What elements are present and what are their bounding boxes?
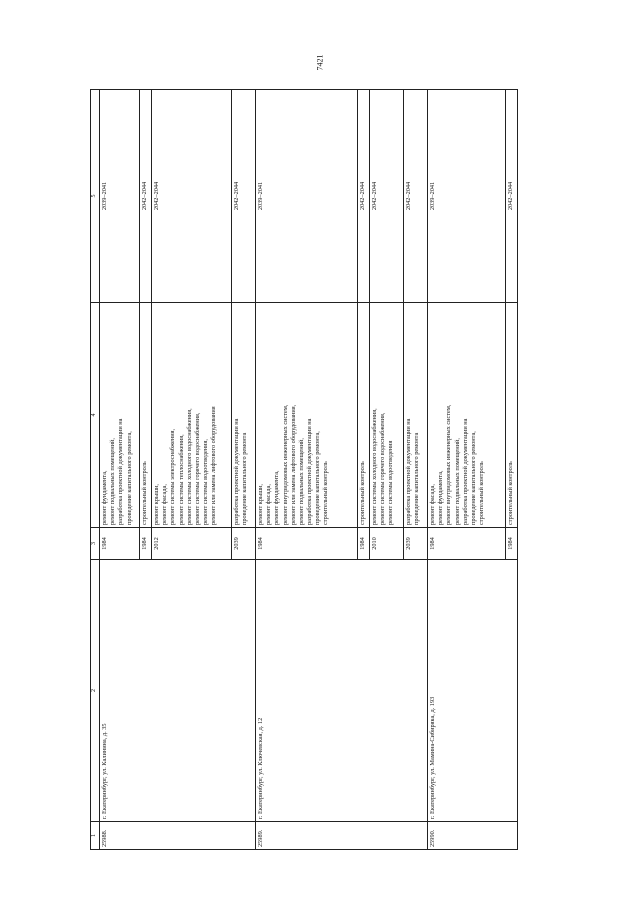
work-item: разработка проектной документации на <box>405 418 412 525</box>
header-col-5: 5 <box>91 90 100 303</box>
repair-period: 2042–2044 <box>140 90 152 303</box>
works-list <box>256 303 358 528</box>
works-list <box>100 303 140 528</box>
work-item: ремонт или замена лифтового оборудования, <box>289 404 297 525</box>
work-item: ремонт подвальных помещений, <box>109 438 117 525</box>
works-list <box>232 303 256 528</box>
table-header-row <box>91 90 100 850</box>
construction-year: 2010 <box>370 528 404 560</box>
repair-period: 2042–2044 <box>232 90 256 303</box>
work-item: строительный контроль <box>507 461 514 525</box>
work-item: ремонт фасада, <box>161 484 169 525</box>
page-number: 7421 <box>315 54 325 71</box>
works-list <box>428 303 506 528</box>
work-item: проведение капитального ремонта <box>413 432 421 525</box>
work-item: ремонт подвальных помещений, <box>453 438 461 525</box>
work-item: разработка проектной документации на <box>117 418 125 525</box>
work-item: ремонт системы теплоснабжения, <box>177 434 185 525</box>
record-address: г. Екатеринбург, ул. Мамина-Сибиряка, д. 193 <box>428 560 518 822</box>
construction-year: 1984 <box>256 528 358 560</box>
repair-period: 2042–2044 <box>370 90 404 303</box>
work-item: ремонт системы горячего водоснабжения, <box>379 412 387 525</box>
record-number: 25989. <box>256 822 428 850</box>
work-item: ремонт внутридомовых инженерных систем, <box>445 404 453 525</box>
work-item: ремонт фасада, <box>429 484 436 525</box>
repair-period: 2039–2041 <box>256 90 358 303</box>
work-item: строительный контроль <box>359 461 366 525</box>
work-item: ремонт внутридомовых инженерных систем, <box>281 404 289 525</box>
work-item: ремонт крыши, <box>153 483 160 525</box>
work-item: ремонт системы горячего водоснабжения, <box>193 412 201 525</box>
work-item: разработка проектной документации на <box>461 418 469 525</box>
work-item: ремонт системы холодного водоснабжения, <box>185 408 193 525</box>
work-item: проведение капитального ремонта, <box>469 431 477 525</box>
record-number: 25988. <box>100 822 256 850</box>
repair-period: 2042–2044 <box>506 90 518 303</box>
work-item: разработка проектной документации на <box>233 418 240 525</box>
rotated-table-container <box>90 90 576 850</box>
work-item: строительный контроль <box>141 461 148 525</box>
work-item: проведение капитального ремонта, <box>125 431 133 525</box>
repair-period: 2042–2044 <box>358 90 370 303</box>
work-item: ремонт подвальных помещений, <box>297 438 305 525</box>
repair-period: 2039–2041 <box>428 90 506 303</box>
work-item: ремонт системы водоотведения, <box>202 439 210 525</box>
work-item: строительный контроль <box>478 461 486 525</box>
construction-year: 1984 <box>506 528 518 560</box>
work-item: ремонт фундамента, <box>101 470 108 525</box>
table-row <box>256 90 358 850</box>
work-item: разработка проектной документации на <box>306 418 314 525</box>
work-item: проведение капитального ремонта <box>241 432 249 525</box>
work-item: ремонт системы холодного водоснабжения, <box>371 408 378 525</box>
table-row <box>428 90 506 850</box>
works-list <box>152 303 232 528</box>
construction-year: 2012 <box>152 528 232 560</box>
work-item: ремонт системы электроснабжения, <box>169 428 177 525</box>
work-item: ремонт фундамента, <box>273 470 281 525</box>
header-col-4: 4 <box>91 303 100 528</box>
works-list <box>404 303 428 528</box>
work-item: ремонт фундамента, <box>437 470 445 525</box>
work-item: ремонт крыши, <box>257 483 264 525</box>
works-list <box>506 303 518 528</box>
construction-year: 1984 <box>100 528 140 560</box>
construction-year: 2039 <box>404 528 428 560</box>
work-item: ремонт системы водоотведения <box>387 440 395 525</box>
work-item: ремонт или замена лифтового оборудования <box>210 406 218 525</box>
header-col-3: 3 <box>91 528 100 560</box>
construction-year: 1984 <box>358 528 370 560</box>
repair-period: 2042–2044 <box>152 90 232 303</box>
works-list <box>370 303 404 528</box>
construction-year: 1984 <box>428 528 506 560</box>
works-list <box>140 303 152 528</box>
header-col-1: 1 <box>91 822 100 850</box>
work-item: строительный контроль <box>322 461 330 525</box>
works-list <box>358 303 370 528</box>
construction-year: 1984 <box>140 528 152 560</box>
header-col-2: 2 <box>91 560 100 822</box>
record-address: г. Екатеринбург, ул. Калинина, д. 35 <box>100 560 256 822</box>
repair-period: 2039–2041 <box>100 90 140 303</box>
record-number: 25990. <box>428 822 518 850</box>
work-item: проведение капитального ремонта, <box>314 431 322 525</box>
table-row <box>100 90 140 850</box>
construction-year: 2039 <box>232 528 256 560</box>
work-item: ремонт фасада, <box>265 484 273 525</box>
record-address: г. Екатеринбург, ул. Ключевская, д. 12 <box>256 560 428 822</box>
repair-period: 2042–2044 <box>404 90 428 303</box>
repair-schedule-table <box>90 89 518 850</box>
